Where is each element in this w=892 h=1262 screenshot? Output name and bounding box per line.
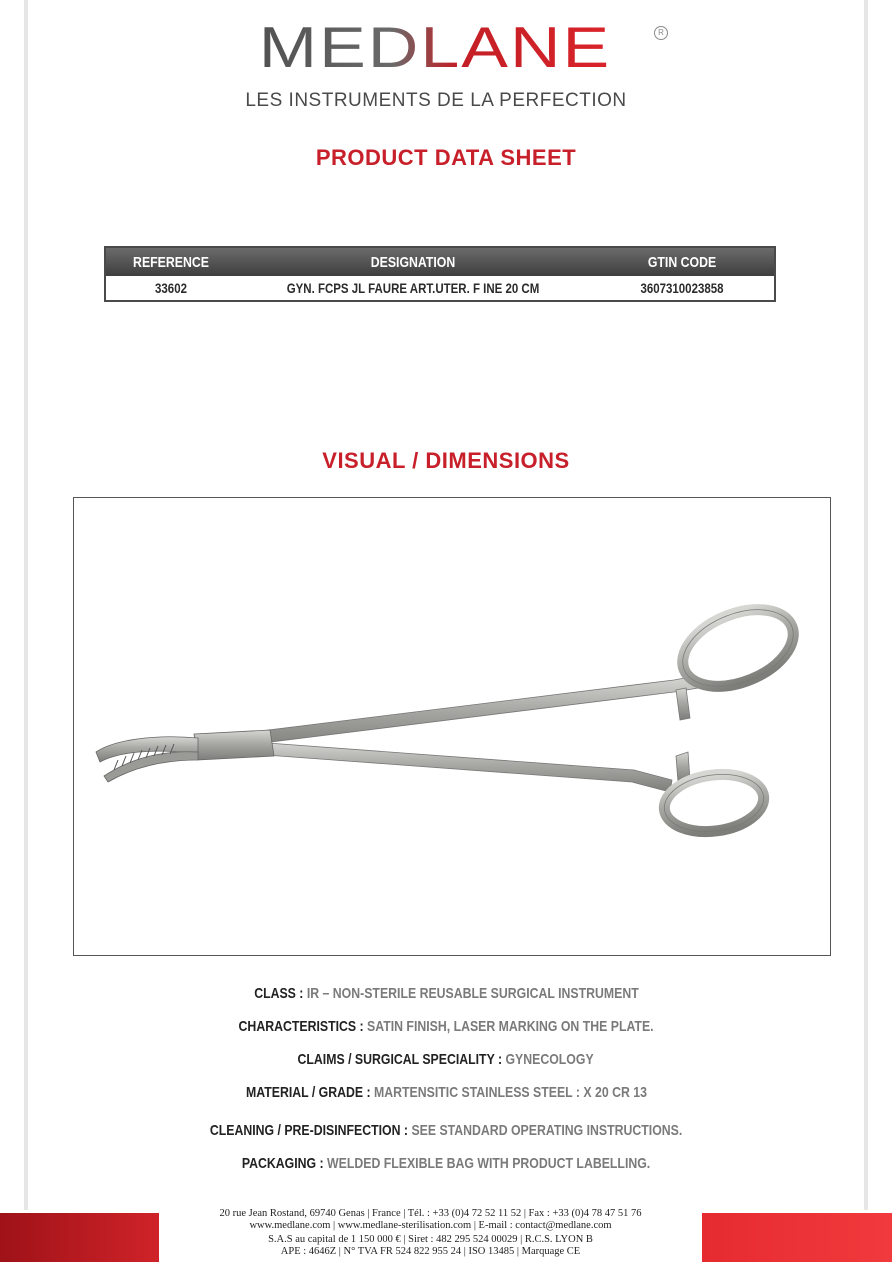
footer-registration: APE : 4646Z | N° TVA FR 524 822 955 24 | ISO 13485 | Marquage CE xyxy=(280,1246,581,1257)
footer-address: 20 rue Jean Rostand, 69740 Genas | France | Tél. : +33 (0)4 72 52 11 52 | Fax : +33 (0)4 78 47 51 76 xyxy=(219,1208,642,1219)
spec-claims xyxy=(0,1051,892,1069)
spec-characteristics-label: CHARACTERISTICS : xyxy=(238,1018,364,1035)
spec-claims-label: CLAIMS / SURGICAL SPECIALITY : xyxy=(297,1051,503,1068)
spec-packaging xyxy=(0,1155,892,1173)
logo-wordmark: MEDLANE xyxy=(222,22,648,73)
spec-claims-value: GYNECOLOGY xyxy=(505,1051,595,1068)
spec-material-label: MATERIAL / GRADE : xyxy=(245,1084,371,1101)
visual-dimensions-title: VISUAL / DIMENSIONS xyxy=(322,448,570,473)
cell-reference: 33602 xyxy=(155,280,187,296)
footer-red-bar-right xyxy=(702,1213,892,1262)
spec-cleaning xyxy=(0,1122,892,1140)
registered-mark: R xyxy=(654,26,668,40)
table-row xyxy=(106,276,774,300)
header-gtin-code: GTIN CODE xyxy=(647,254,717,271)
spec-class-value: IR – NON-STERILE REUSABLE SURGICAL INSTRUMENT xyxy=(306,985,639,1002)
logo-tagline: LES INSTRUMENTS DE LA PERFECTION xyxy=(245,90,627,111)
surgical-forceps-icon xyxy=(74,498,830,955)
cell-designation: GYN. FCPS JL FAURE ART.UTER. F INE 20 CM xyxy=(286,280,540,296)
spec-class xyxy=(0,985,892,1003)
footer-web: www.medlane.com | www.medlane-sterilisation.com | E-mail : contact@medlane.com xyxy=(249,1220,612,1231)
spec-characteristics xyxy=(0,1018,892,1036)
spec-characteristics-value: SATIN FINISH, LASER MARKING ON THE PLATE. xyxy=(366,1018,654,1035)
medlane-logo xyxy=(222,15,672,117)
header-reference: REFERENCE xyxy=(133,254,209,271)
header-designation: DESIGNATION xyxy=(370,254,456,271)
reference-table-header xyxy=(106,248,774,276)
product-data-sheet-title: PRODUCT DATA SHEET xyxy=(315,145,577,170)
spec-cleaning-value: SEE STANDARD OPERATING INSTRUCTIONS. xyxy=(411,1122,683,1139)
spec-packaging-label: PACKAGING : xyxy=(241,1155,324,1172)
spec-material xyxy=(0,1084,892,1102)
spec-cleaning-label: CLEANING / PRE-DISINFECTION : xyxy=(209,1122,408,1139)
spec-packaging-value: WELDED FLEXIBLE BAG WITH PRODUCT LABELLING. xyxy=(326,1155,651,1172)
reference-table xyxy=(104,246,776,302)
footer-company: S.A.S au capital de 1 150 000 € | Siret : 482 295 524 00029 | R.C.S. LYON B xyxy=(268,1234,593,1245)
product-visual-box xyxy=(73,497,831,956)
spec-class-label: CLASS : xyxy=(253,985,303,1002)
cell-gtin-code: 3607310023858 xyxy=(640,280,724,296)
spec-material-value: MARTENSITIC STAINLESS STEEL : X 20 CR 13 xyxy=(373,1084,647,1101)
footer-red-bar-left xyxy=(0,1213,159,1262)
